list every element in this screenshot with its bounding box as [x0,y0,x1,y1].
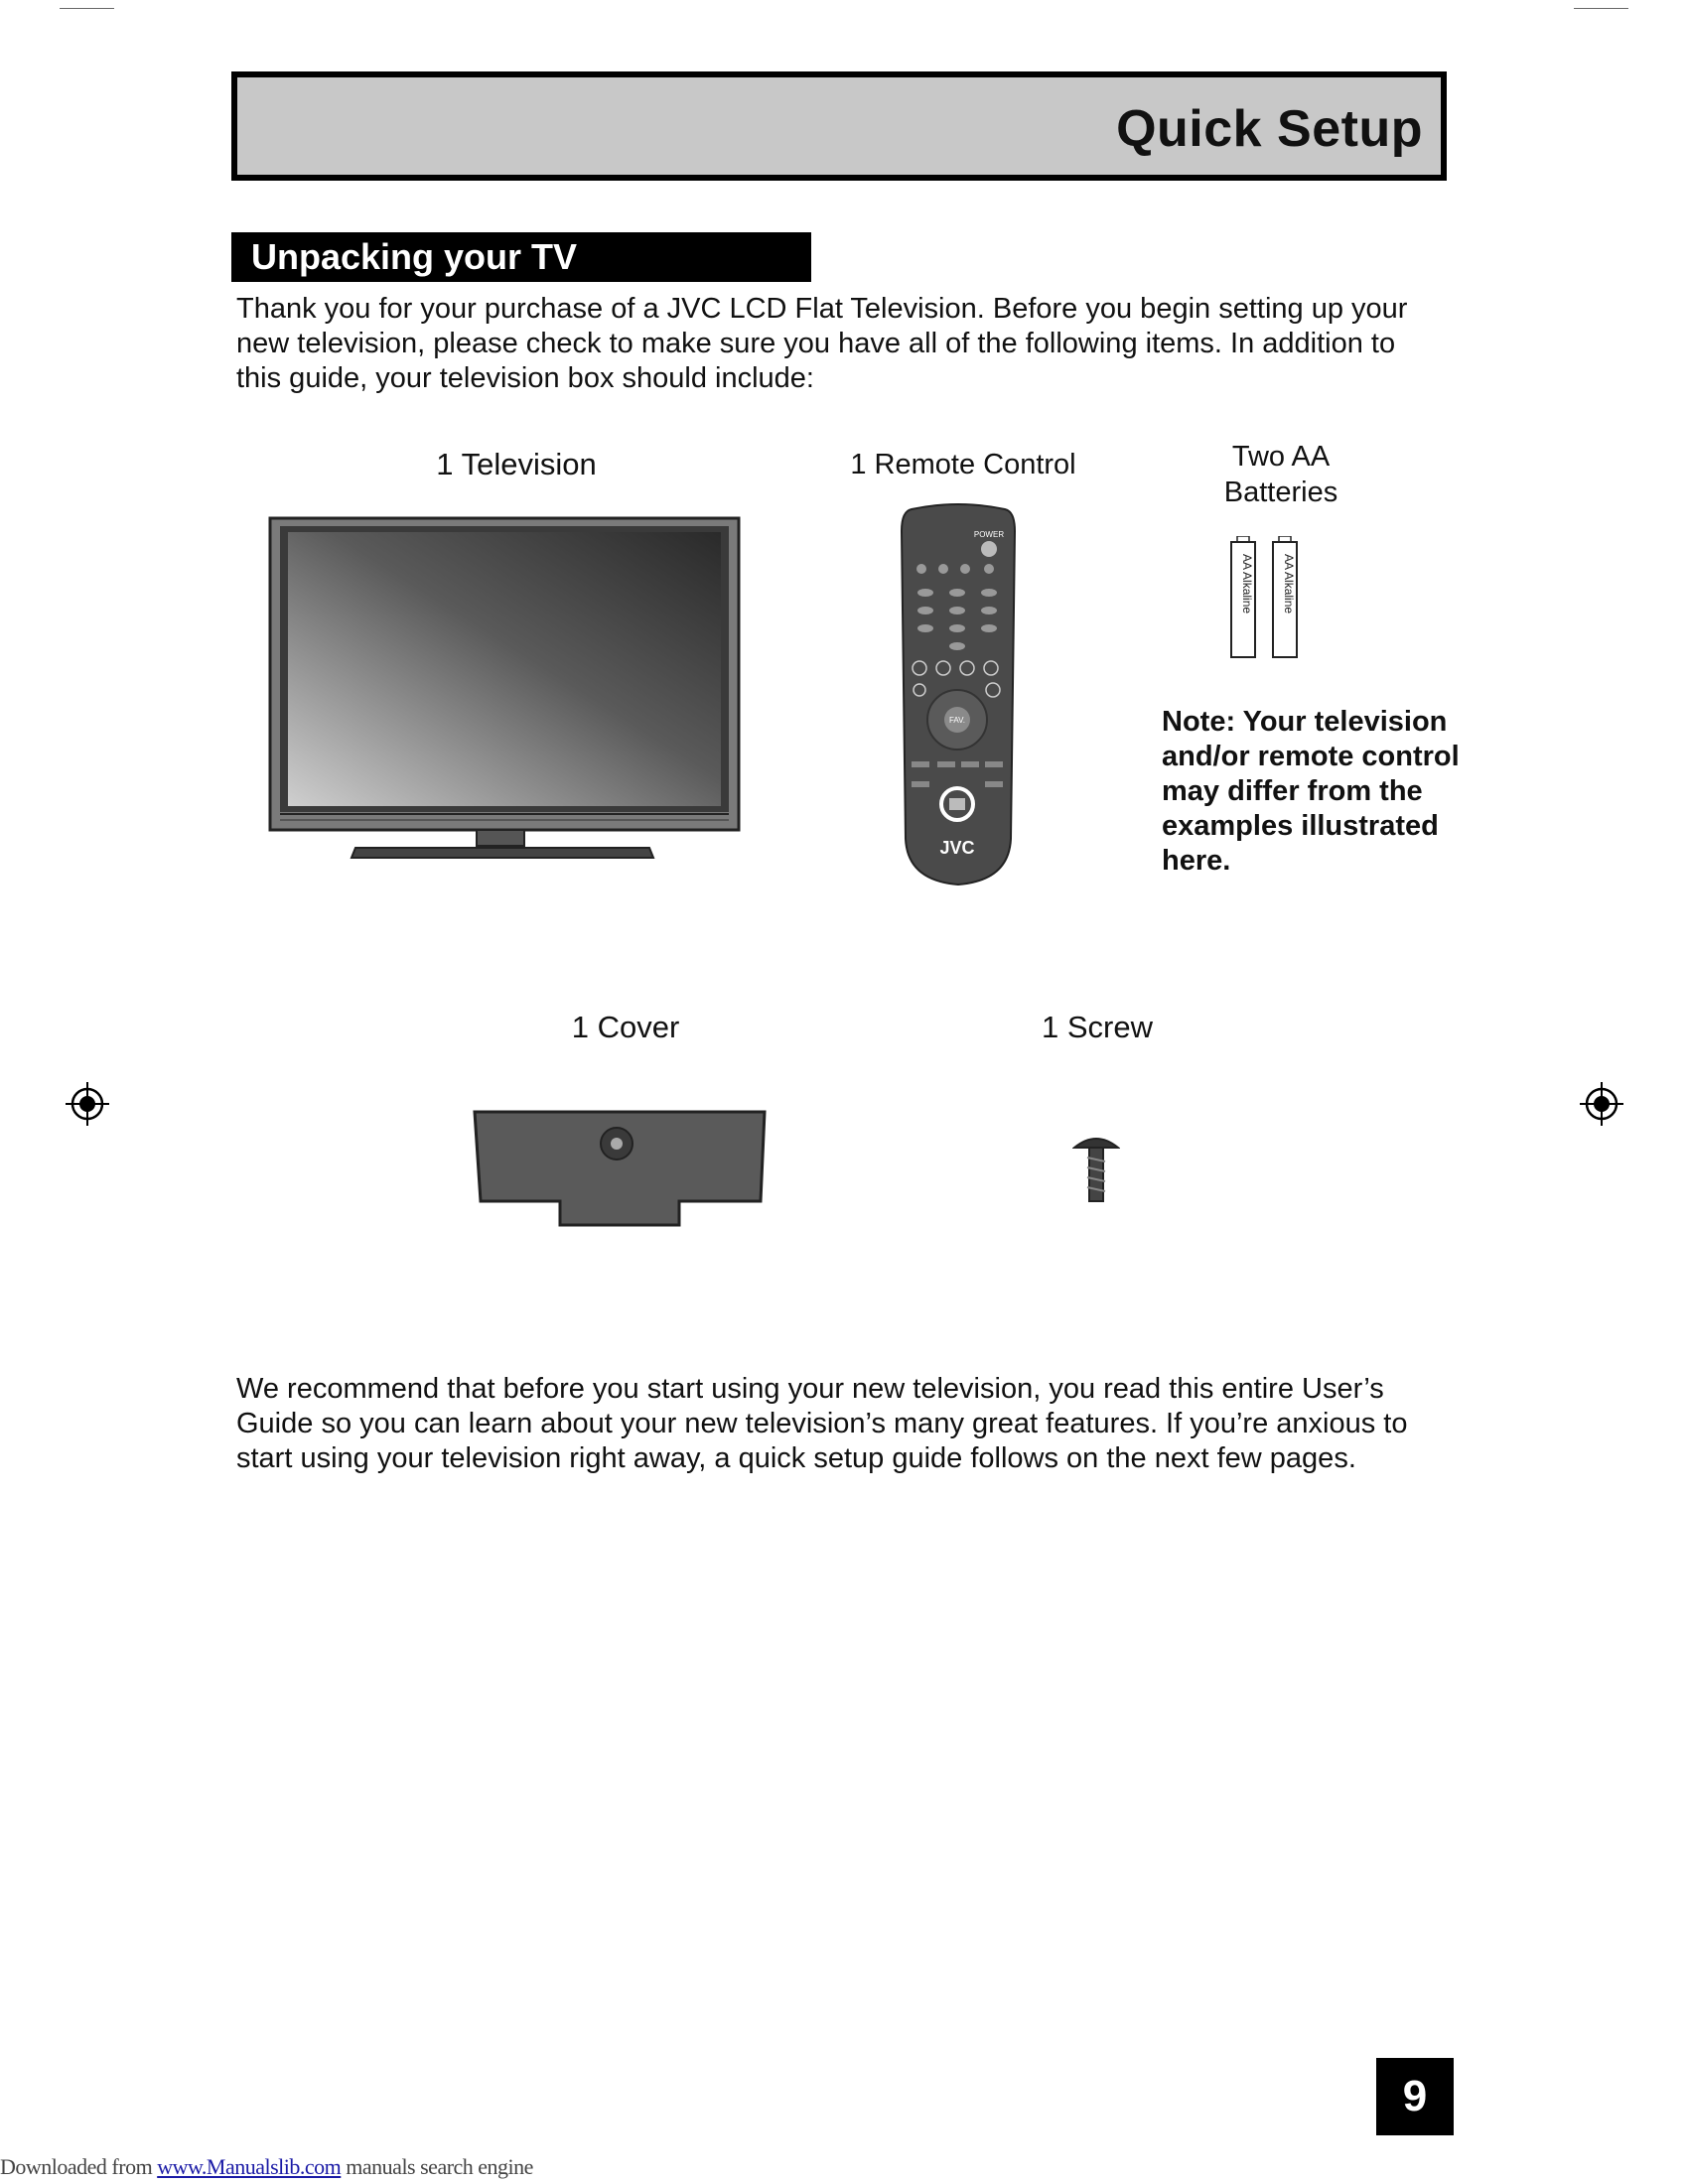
page-number: 9 [1376,2058,1454,2135]
remote-brand-label: JVC [939,838,975,858]
remote-power-label: POWER [973,530,1005,539]
registration-mark-right-icon [1580,1082,1623,1126]
battery-1-label: AA Alkaline [1240,554,1254,614]
remote-control-illustration [894,501,1023,888]
crop-mark-top-right [1574,8,1628,9]
closing-paragraph: We recommend that before you start using your new television, you read this entire User’s Guide so you can learn about your new television’s many great features. If you’re anxious to start using your television right away, a quick setup guide follows on the next few pages. [236,1373,1408,1474]
registration-mark-left-icon [66,1082,109,1126]
footer-link[interactable]: www.Manualslib.com [157,2154,342,2179]
note-text: Note: Your television and/or remote control may differ from the examples illustrated here. [1162,706,1460,877]
intro-paragraph: Thank you for your purchase of a JVC LCD Flat Television. Before you begin setting up your new television, please check to make sure you have all of the following items. In addition to this guide, your television box should include: [236,293,1408,394]
page-header [231,71,1447,181]
batteries-illustration [1229,536,1329,661]
footer [0,2154,533,2180]
caption-cover: 1 Cover [571,1010,680,1044]
remote-fav-label: FAV. [948,716,966,725]
television-illustration [266,514,743,862]
crop-mark-top-left [60,8,114,9]
footer-prefix: Downloaded from [0,2154,158,2179]
caption-batteries-line2: Batteries [1223,477,1338,508]
cover-illustration [473,1110,769,1233]
caption-batteries [1182,439,1380,510]
caption-screw: 1 Screw [1042,1010,1153,1044]
battery-2-label: AA Alkaline [1282,554,1296,614]
footer-suffix: manuals search engine [341,2154,533,2179]
caption-television: 1 Television [436,447,597,481]
caption-remote: 1 Remote Control [850,449,1076,480]
page-title: Quick Setup [1116,100,1423,158]
section-heading: Unpacking your TV [231,232,811,282]
caption-batteries-line1: Two AA [1231,441,1331,473]
screw-illustration [1072,1130,1120,1205]
